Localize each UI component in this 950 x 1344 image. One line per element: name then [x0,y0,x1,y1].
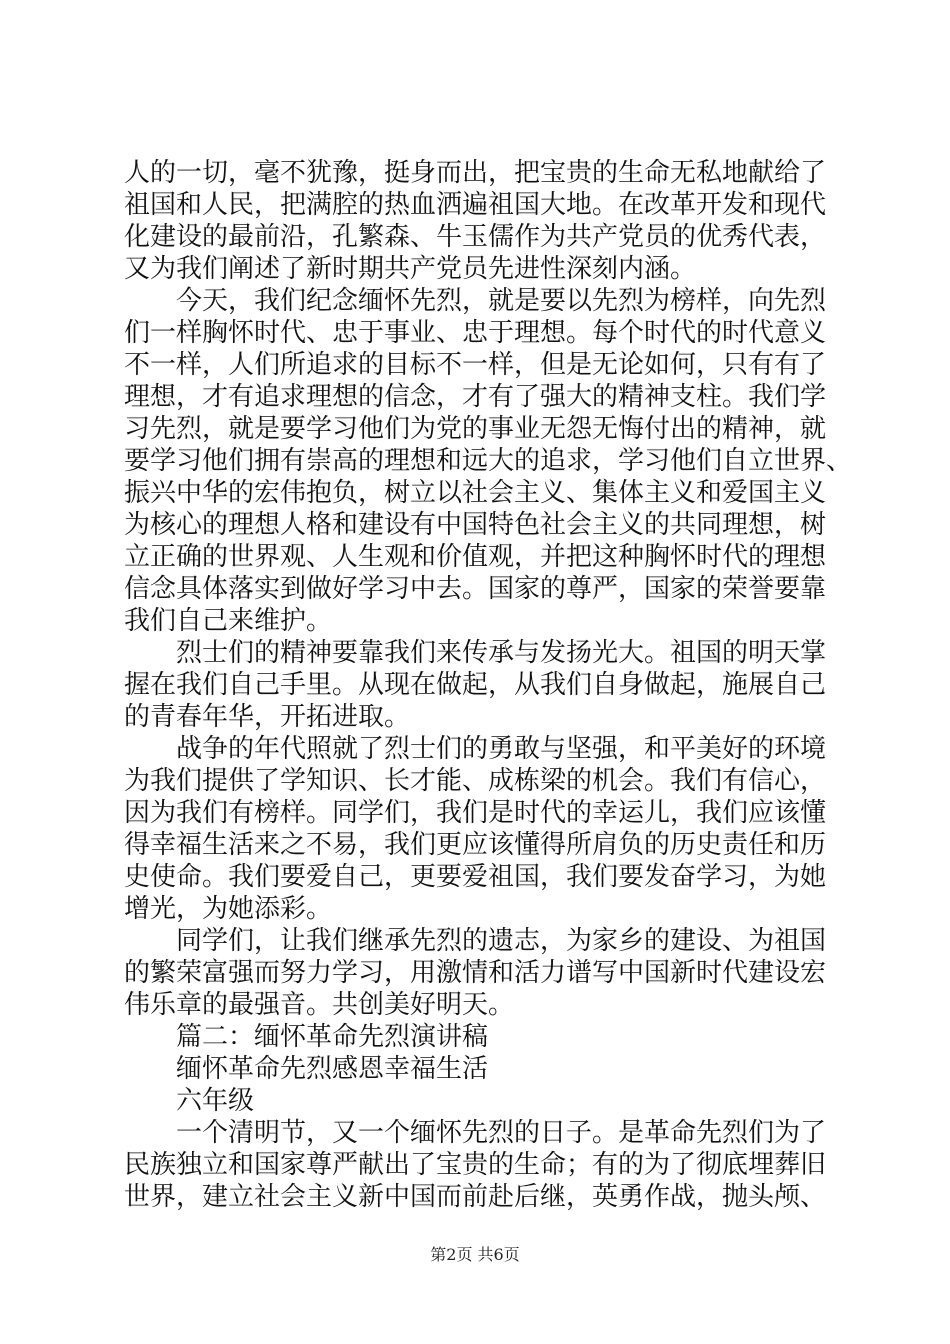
text-line: 们一样胸怀时代、忠于事业、忠于理想。每个时代的时代意义 [124,318,827,348]
speech-title: 缅怀革命先烈感恩幸福生活 [176,1054,489,1084]
text-line: 理想，才有追求理想的信念，才有了强大的精神支柱。我们学 [124,382,827,412]
text-line: 同学们，让我们继承先烈的遗志，为家乡的建设、为祖国 [176,926,827,956]
text-line: 因为我们有榜样。同学们，我们是时代的幸运儿，我们应该懂 [124,798,827,828]
text-line: 世界，建立社会主义新中国而前赴后继，英勇作战，抛头颅、 [124,1182,827,1212]
text-line: 握在我们自己手里。从现在做起，从我们自身做起，施展自己 [124,670,827,700]
text-line: 为核心的理想人格和建设有中国特色社会主义的共同理想，树 [124,510,827,540]
text-line: 祖国和人民，把满腔的热血洒遍祖国大地。在改革开发和现代 [124,190,827,220]
text-line: 的繁荣富强而努力学习，用激情和活力谱写中国新时代建设宏 [124,958,827,988]
text-line: 信念具体落实到做好学习中去。国家的尊严，国家的荣誉要靠 [124,574,827,604]
text-line: 立正确的世界观、人生观和价值观，并把这种胸怀时代的理想 [124,542,827,572]
text-line: 今天，我们纪念缅怀先烈，就是要以先烈为榜样，向先烈 [176,286,827,316]
text-line: 战争的年代照就了烈士们的勇敢与坚强，和平美好的环境 [176,734,827,764]
page-footer [0,1245,950,1265]
text-line: 得幸福生活来之不易，我们更应该懂得所肩负的历史责任和历 [124,830,827,860]
text-line: 增光，为她添彩。 [124,894,333,924]
text-line: 要学习他们拥有崇高的理想和远大的追求，学习他们自立世界、 [124,446,853,476]
text-line: 我们自己来维护。 [124,606,333,636]
text-line: 一个清明节，又一个缅怀先烈的日子。是革命先烈们为了 [176,1118,827,1148]
section-heading: 篇二：缅怀革命先烈演讲稿 [176,1022,489,1052]
document-body [124,157,853,1213]
text-line: 习先烈，就是要学习他们为党的事业无怨无悔付出的精神，就 [124,414,827,444]
text-line: 的青春年华，开拓进取。 [124,702,411,732]
text-line: 伟乐章的最强音。共创美好明天。 [124,990,515,1020]
text-line: 为我们提供了学知识、长才能、成栋梁的机会。我们有信心， [124,766,827,796]
text-line: 人的一切，毫不犹豫，挺身而出，把宝贵的生命无私地献给了 [124,158,827,188]
text-line: 不一样，人们所追求的目标不一样，但是无论如何，只有有了 [124,350,827,380]
text-line: 又为我们阐述了新时期共产党员先进性深刻内涵。 [124,254,697,284]
grade-label: 六年级 [176,1086,255,1116]
text-line: 烈士们的精神要靠我们来传承与发扬光大。祖国的明天掌 [176,638,827,668]
page-number: 第2页 共6页 [430,1245,520,1264]
text-line: 振兴中华的宏伟抱负，树立以社会主义、集体主义和爱国主义 [124,478,827,508]
text-line: 民族独立和国家尊严献出了宝贵的生命；有的为了彻底埋葬旧 [124,1150,827,1180]
text-line: 化建设的最前沿，孔繁森、牛玉儒作为共产党员的优秀代表， [124,222,827,252]
text-line: 史使命。我们要爱自己，更要爱祖国，我们要发奋学习，为她 [124,862,827,892]
